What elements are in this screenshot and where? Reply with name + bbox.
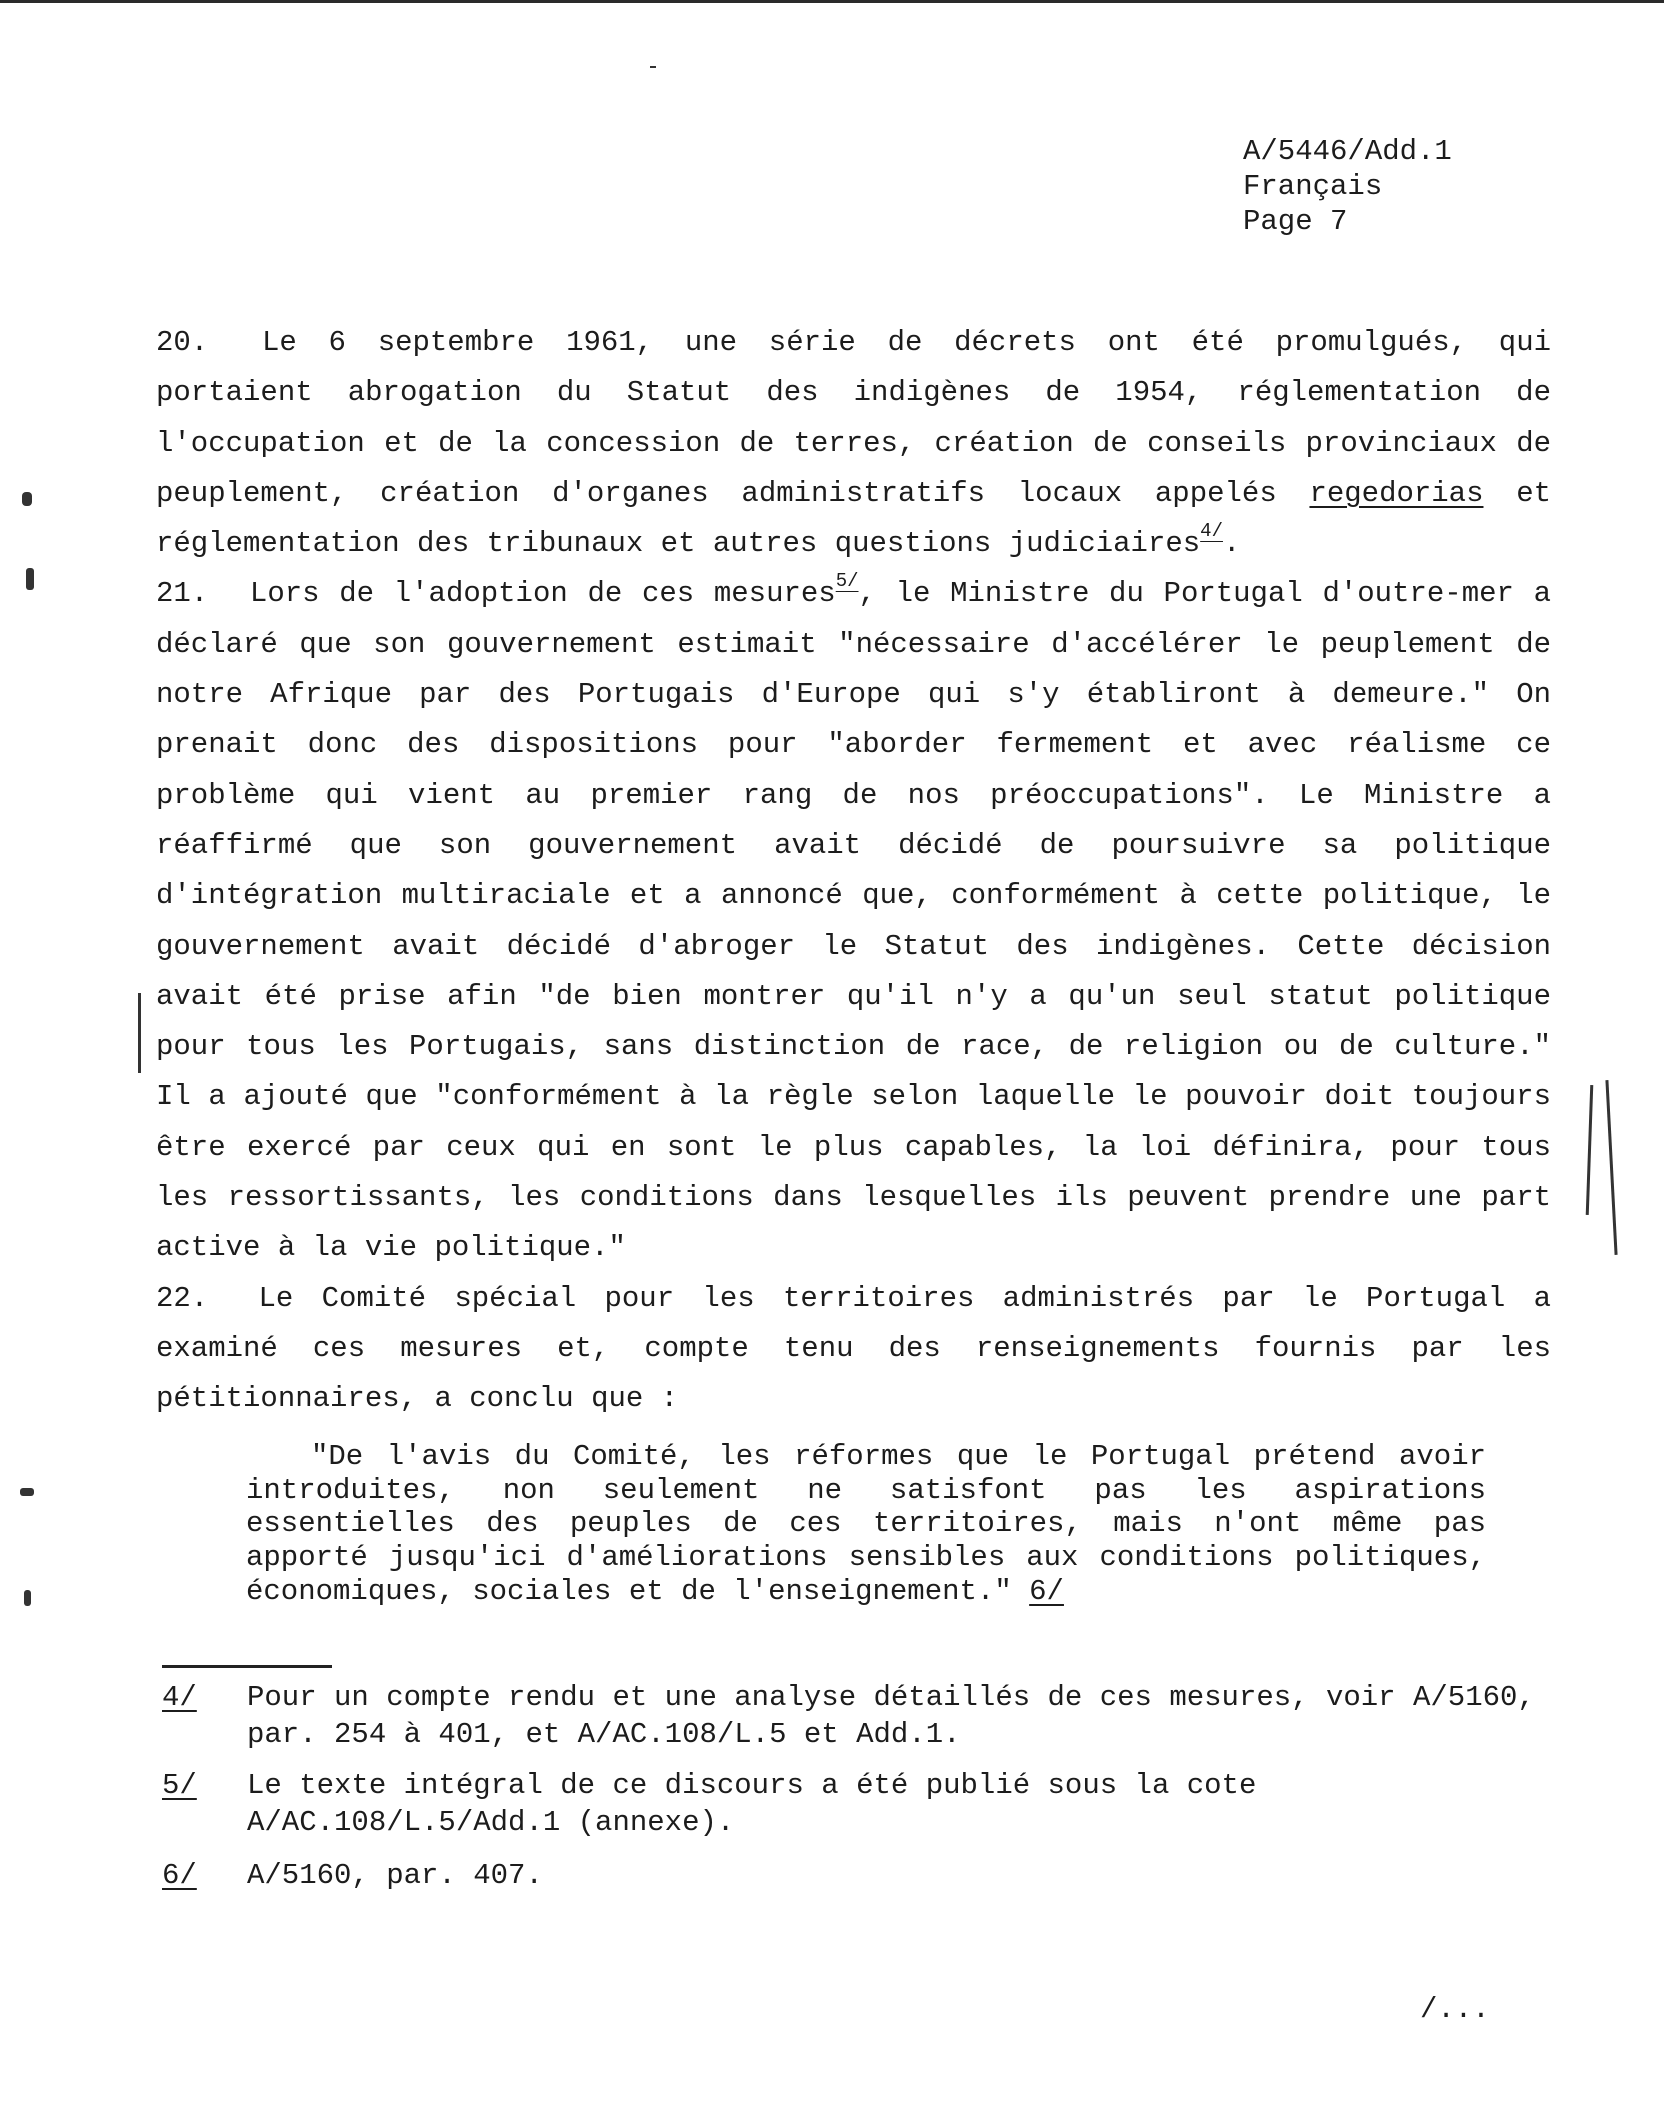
paragraph-text: Lors de l'adoption de ces mesures (249, 577, 836, 611)
margin-bar-right (1586, 1085, 1594, 1215)
paragraph-text: Le 6 septembre 1961, une série de décrets ont été promulgués, qui portaient abrogation du Statut des indigènes de 1954, réglementation de l'occupation et de la concession de terres, création de conseils provinciaux de peuplement, création d'organes administratifs locaux appelés (156, 326, 1552, 510)
committee-quote (246, 1440, 1486, 1609)
paragraph-21 (156, 569, 1551, 1273)
paragraph-20: 20. Le 6 septembre 1961, une série de décrets ont été promulgués, qui portaient abrogation du Statut des indigènes de 1954, réglementation de l'occupation et de la concession de terres, création de conseils provinciaux de peuplement, création d'organes administratifs locaux appelés regedorias et réglementation des tribunaux et autres questions judiciaires$^{4/}$. (156, 326, 1552, 561)
document-symbol: A/5446/Add.1 (1243, 135, 1452, 168)
footnote-4 (162, 1679, 1562, 1753)
paragraph-text: , le Ministre du Portugal d'outre-mer a déclaré que son gouvernement estimait "nécessaire d'accélérer le peuplement de notre Afrique par des Portugais d'Europe qui s'y établiront à demeure." On prenait donc des dispositions pour "aborder fermement et avec réalisme ce problème qui vient au premier rang de nos préoccupations". Le Ministre a réaffirmé que son gouvernement avait décidé de poursuivre sa politique d'intégration multiraciale et a annoncé que, conformément à cette politique, le gouvernement avait décidé d'abroger le Statut des indigènes. Cette décision avait été prise afin "de bien montrer qu'il n'y a qu'un seul statut politique pour tous les Portugais, sans distinction de race, de religion ou de culture." Il a ajouté que "conformément à la règle selon laquelle le pouvoir doit toujours être exercé par ceux qui en sont le plus capables, la loi définira, pour tous les ressortissants, les conditions dans lesquelles ils peuvent prendre une part active à la vie politique." (156, 577, 1551, 1265)
margin-speck (24, 1590, 31, 1606)
paragraph-text: Le Comité spécial pour les territoires administrés par le Portugal a examiné ces mesures et, compte tenu des renseignements fournis par les pétitionnaires, a conclu que : (156, 1281, 1551, 1416)
footnote-5 (162, 1767, 1562, 1841)
footnote-separator (162, 1665, 332, 1668)
footnote-mark: 6/ (162, 1859, 197, 1892)
footnote-mark: 5/ (162, 1769, 197, 1802)
paragraph-number: 20. (156, 326, 209, 359)
term-regedorias: regedorias (1309, 476, 1484, 510)
scan-speck (650, 66, 656, 68)
quote-text: "De l'avis du Comité, les réformes que le Portugal prétend avoir introduites, non seulement ne satisfont pas les aspirations essentielles des peuples de ces territoires, mais n'ont même pas apporté jusqu'ici d'améliorations sensibles aux conditions politiques, économiques, sociales et de l'enseignement." (246, 1440, 1486, 1608)
margin-bracket-left (138, 993, 141, 1073)
margin-speck (22, 492, 32, 506)
margin-bar-right-outer (1605, 1080, 1617, 1255)
paragraph-22 (156, 1274, 1551, 1425)
page-number: Page 7 (1243, 205, 1348, 238)
margin-speck (20, 1488, 34, 1496)
paragraph-text: et réglementation des tribunaux et autres questions judiciaires (156, 476, 1552, 561)
paragraph-number: 22. (156, 1281, 209, 1315)
top-edge-rule (0, 0, 1664, 3)
footnote-ref-4[interactable]: 4/ (1200, 520, 1223, 543)
margin-speck (26, 568, 34, 590)
document-language: Français (1243, 170, 1383, 203)
continuation-mark: /... (1420, 1993, 1490, 2026)
footnote-text: Le texte intégral de ce discours a été publié sous la cote A/AC.108/L.5/Add.1 (annexe). (247, 1769, 1257, 1839)
paragraph-number: 21. (156, 577, 209, 611)
document-header (1243, 134, 1452, 239)
main-body (156, 318, 1551, 1425)
footnote-text: A/5160, par. 407. (247, 1859, 543, 1892)
footnote-6 (162, 1857, 1562, 1894)
footnote-ref-5[interactable]: 5/ (835, 570, 859, 593)
footnote-mark: 4/ (162, 1681, 197, 1714)
footnote-ref-6[interactable]: 6/ (1029, 1574, 1064, 1608)
footnote-text: Pour un compte rendu et une analyse détaillés de ces mesures, voir A/5160, par. 254 à 401, et A/AC.108/L.5 et Add.1. (247, 1681, 1535, 1751)
